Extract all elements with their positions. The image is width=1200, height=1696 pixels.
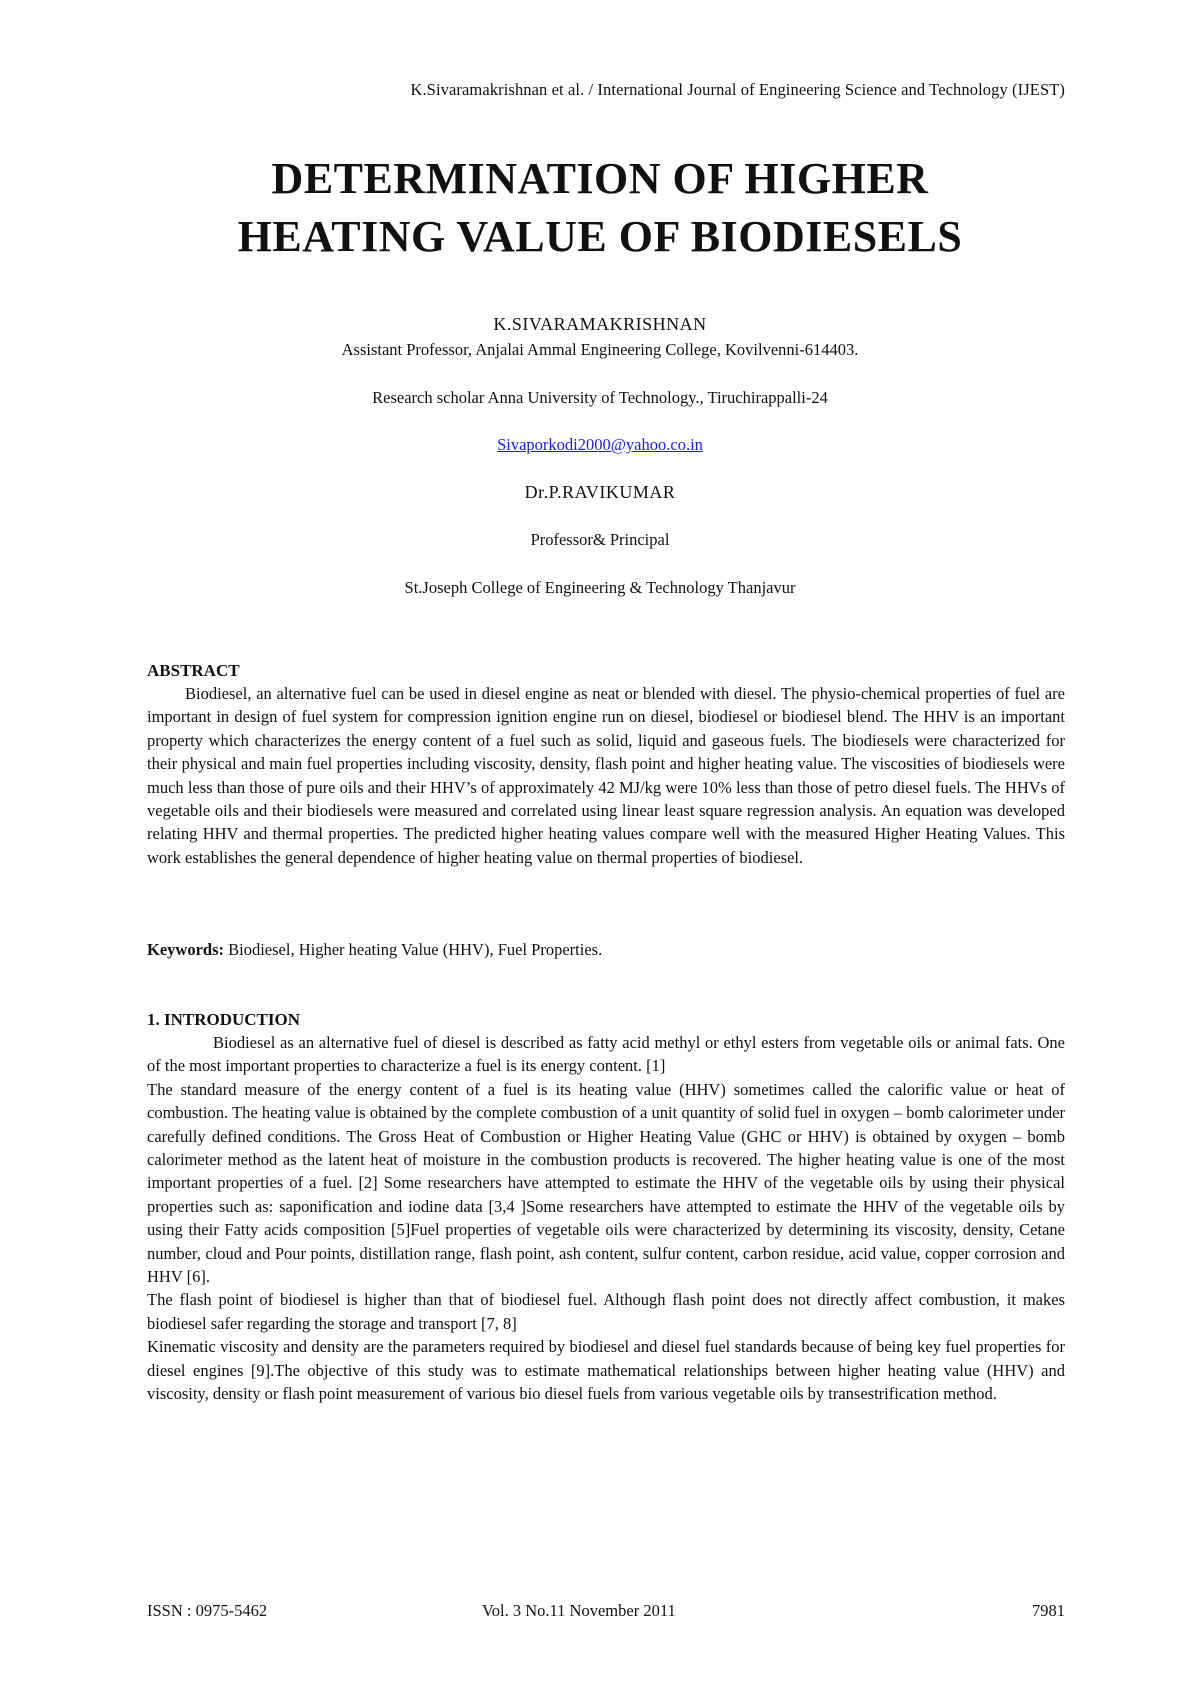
author1-name: K.SIVARAMAKRISHNAN (493, 314, 707, 334)
author1-research: Research scholar Anna University of Technology., Tiruchirappalli-24 (372, 388, 828, 407)
introduction-section (147, 1009, 1065, 1406)
author2-name: Dr.P.RAVIKUMAR (524, 482, 676, 502)
author1-email-link[interactable]: Sivaporkodi2000@yahoo.co.in (497, 435, 703, 454)
author1-position: Assistant Professor, Anjalai Ammal Engineering College, Kovilvenni-614403. (341, 340, 859, 359)
keywords-label: Keywords: (147, 940, 224, 959)
introduction-para-2: The standard measure of the energy content of a fuel is its heating value (HHV) sometimes called the calorific value or heat of combustion. The heating value is obtained by the complete combustion of a unit quantity of solid fuel in oxygen – bomb calorimeter under carefully defined conditions. The Gross Heat of Combustion or Higher Heating Value (GHC or HHV) is obtained by oxygen – bomb calorimeter method as the latent heat of moisture in the combustion products is recovered. The higher heating value is one of the most important properties of a fuel. [2] Some researchers have attempted to estimate the HHV of the vegetable oils by using their physical properties such as: saponification and iodine data [3,4 ]Some researchers have attempted to estimate the HHV of the vegetable oils by using their Fatty acids composition [5]Fuel properties of vegetable oils were characterized by determining its viscosity, density, Cetane number, cloud and Pour points, distillation range, flash point, ash content, sulfur content, carbon residue, acid value, copper corrosion and HHV [6]. (147, 1079, 1065, 1287)
introduction-para-3: The flash point of biodiesel is higher than that of biodiesel fuel. Although flash point does not directly affect combustion, it makes biodiesel safer regarding the storage and transport [7, 8] (147, 1290, 1065, 1333)
introduction-heading: 1. INTRODUCTION (147, 1010, 301, 1029)
introduction-para-1: Biodiesel as an alternative fuel of diesel is described as fatty acid methyl or ethyl esters from vegetable oils or animal fats. One of the most important properties to characterize a fuel is its energy content. [1] (147, 1033, 1065, 1076)
paper-title (0, 150, 1200, 266)
footer-volume: Vol. 3 No.11 November 2011 (482, 1601, 676, 1620)
title-line-1: DETERMINATION OF HIGHER (271, 154, 929, 203)
keywords-line (147, 938, 1065, 961)
author2-position: Professor& Principal (530, 530, 670, 549)
introduction-para-4: Kinematic viscosity and density are the parameters required by biodiesel and diesel fuel standards because of being key fuel properties for diesel engines [9].The objective of this study was to estimate mathematical relationships between higher heating value (HHV) and viscosity, density or flash point measurement of various bio diesel fuels from various vegetable oils by transestrification method. (147, 1337, 1065, 1404)
footer-page-number: 7981 (1032, 1601, 1065, 1620)
running-header: K.Sivaramakrishnan et al. / International Journal of Engineering Science and Technology (IJEST) (410, 80, 1065, 99)
footer-issn: ISSN : 0975-5462 (147, 1601, 268, 1620)
keywords-section (147, 938, 1065, 961)
author2-institution: St.Joseph College of Engineering & Technology Thanjavur (404, 578, 796, 597)
abstract-section (147, 660, 1065, 869)
abstract-text: Biodiesel, an alternative fuel can be used in diesel engine as neat or blended with diesel. The physio-chemical properties of fuel are important in design of fuel system for compression ignition engine run on diesel, biodiesel or biodiesel blend. The HHV is an important property which characterizes the energy content of a fuel such as solid, liquid and gaseous fuels. The biodiesels were characterized for their physical and main fuel properties including viscosity, density, flash point and higher heating value. The viscosities of biodiesels were much less than those of pure oils and their HHV’s of approximately 42 MJ/kg were 10% less than those of petro diesel fuels. The HHVs of vegetable oils and their biodiesels were measured and correlated using linear least square regression analysis. An equation was developed relating HHV and thermal properties. The predicted higher heating values compare well with the measured Higher Heating Values. This work establishes the general dependence of higher heating value on thermal properties of biodiesel. (147, 684, 1065, 867)
title-line-2: HEATING VALUE OF BIODIESELS (237, 212, 963, 261)
author1-email-line (0, 435, 1200, 455)
keywords-text: Biodiesel, Higher heating Value (HHV), Fuel Properties. (224, 940, 603, 959)
abstract-heading: ABSTRACT (147, 661, 240, 680)
